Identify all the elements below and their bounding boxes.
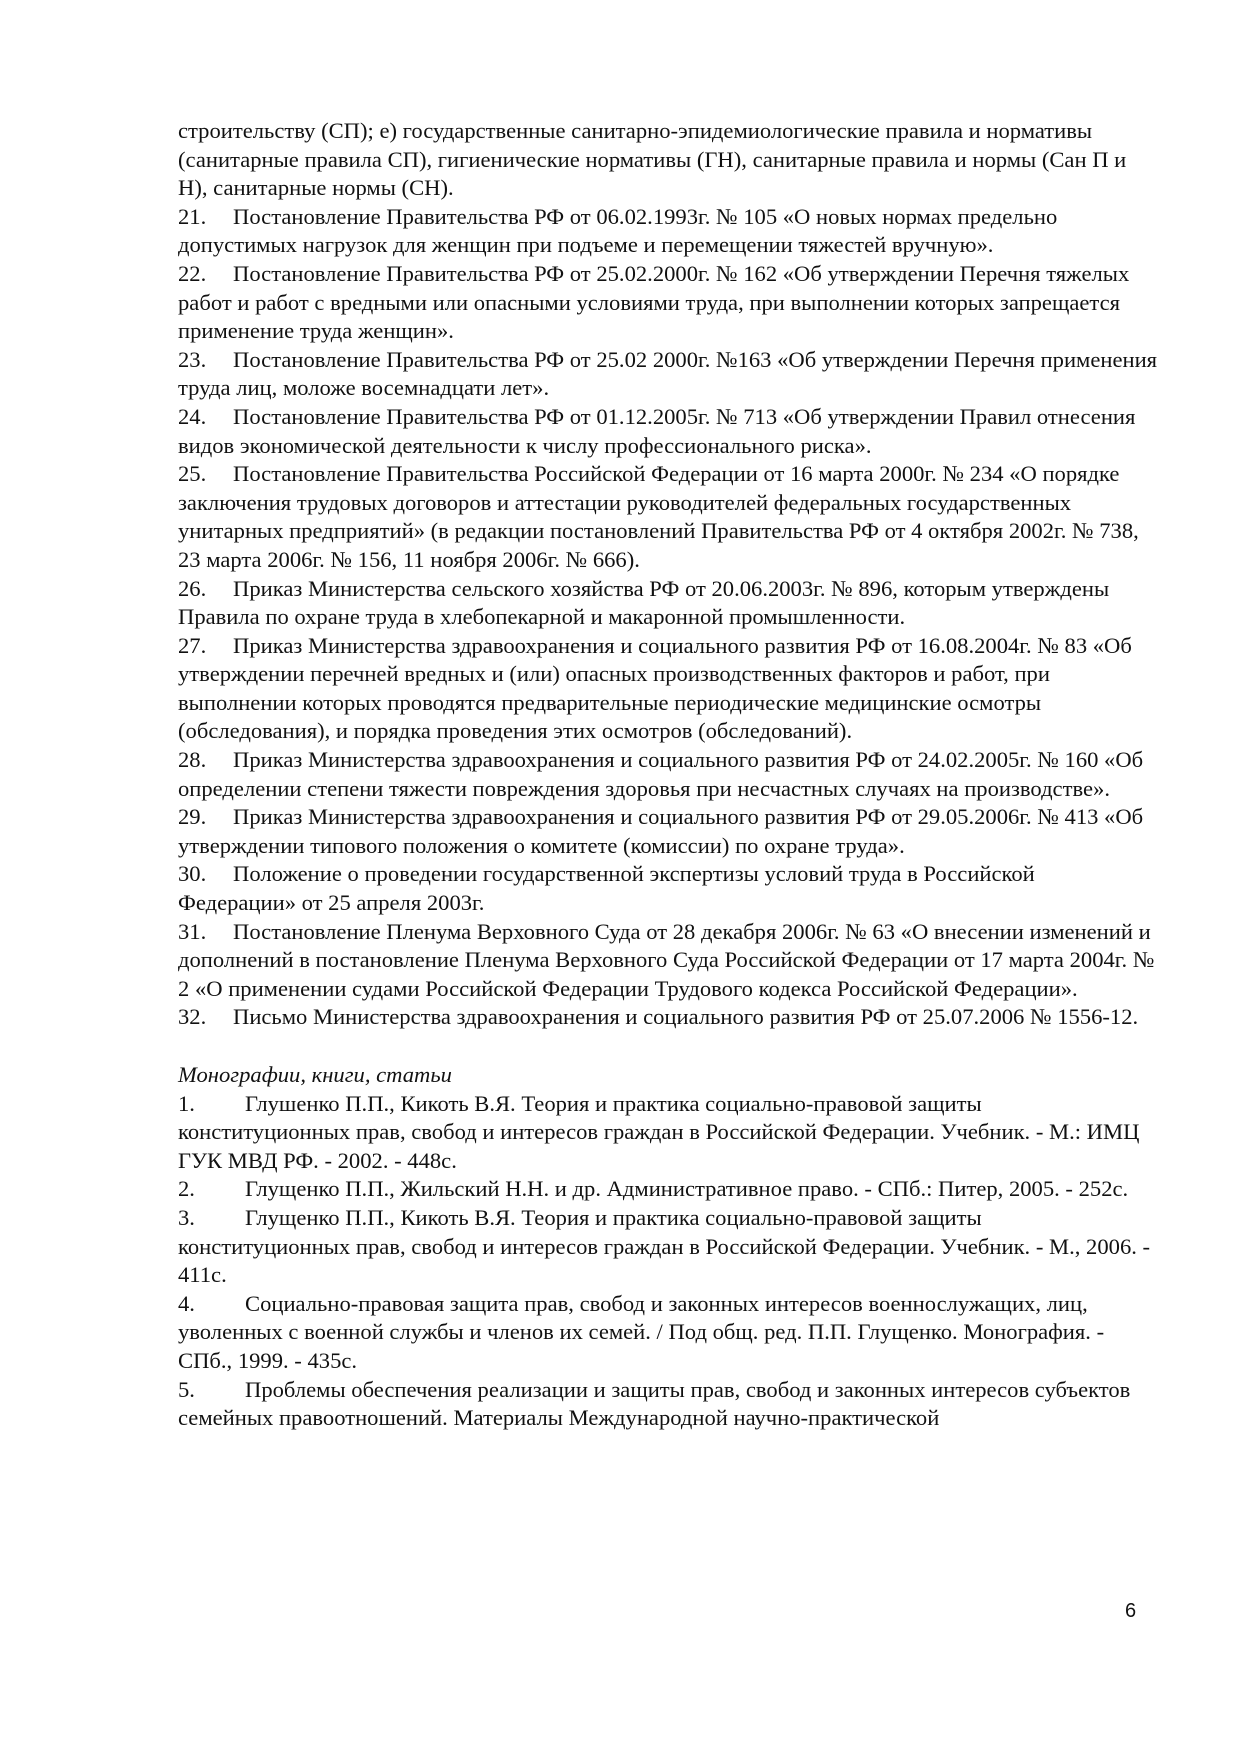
item-number: 26. bbox=[178, 575, 207, 601]
item-number: 30. bbox=[178, 861, 207, 887]
item-number: 27. bbox=[178, 632, 207, 658]
books-list bbox=[178, 1090, 1158, 1433]
intro-paragraph: строительству (СП); е) государственные санитарно-эпидемиологические правила и нормативы (санитарные правила СП), гигиенические нормативы (ГН), санитарные правила и нормы (Сан П и Н), санитарные нормы (СН). bbox=[178, 118, 1127, 201]
item-text: Постановление Правительства РФ от 25.02.2000г. № 162 «Об утверждении Перечня тяжелых работ и работ с вредными или опасными условиями труда, при выполнении которых запрещается применение труда женщин». bbox=[178, 260, 1130, 344]
item-text: Приказ Министерства сельского хозяйства РФ от 20.06.2003г. № 896, которым утверждены Правила по охране труда в хлебопекарной и макаронной промышленности. bbox=[178, 575, 1110, 630]
list-item bbox=[178, 575, 1158, 632]
list-item bbox=[178, 1290, 1158, 1376]
item-number: 5. bbox=[178, 1376, 195, 1402]
item-number: 24. bbox=[178, 403, 207, 429]
item-text: Глушенко П.П., Кикоть В.Я. Теория и практика социально-правовой защиты конституционных прав, свобод и интересов граждан в Российской Федерации. Учебник. - М.: ИМЦ ГУК МВД РФ. - 2002. - 448с. bbox=[178, 1090, 1140, 1173]
item-text: Глущенко П.П., Кикоть В.Я. Теория и практика социально-правовой защиты конституционных прав, свобод и интересов граждан в Российской Федерации. Учебник. - М., 2006. - 411с. bbox=[178, 1204, 1151, 1288]
item-number: 22. bbox=[178, 260, 207, 286]
page-content bbox=[178, 117, 1158, 1433]
list-item bbox=[178, 460, 1158, 574]
item-text: Положение о проведении государственной экспертизы условий труда в Российской Федерации» от 25 апреля 2003г. bbox=[178, 861, 1035, 916]
list-item bbox=[178, 1376, 1158, 1433]
list-item bbox=[178, 346, 1158, 403]
item-text: Постановление Пленума Верховного Суда от 28 декабря 2006г. № 63 «О внесении изменений и дополнений в постановление Пленума Верховного Суда Российской Федерации от 17 марта 2004г. № 2 «О применении судами Российской Федерации Трудового кодекса Российской Федерации». bbox=[178, 918, 1155, 1001]
list-item bbox=[178, 203, 1158, 260]
item-number: 23. bbox=[178, 346, 207, 372]
list-item bbox=[178, 746, 1158, 803]
list-item bbox=[178, 403, 1158, 460]
list-item bbox=[178, 1175, 1158, 1204]
list-item bbox=[178, 1090, 1158, 1176]
list-item bbox=[178, 1003, 1158, 1032]
item-number: 28. bbox=[178, 747, 207, 773]
item-number: 31. bbox=[178, 918, 207, 944]
section-heading: Монографии, книги, статьи bbox=[178, 1062, 452, 1087]
item-text: Социально-правовая защита прав, свобод и законных интересов военнослужащих, лиц, уволенных с военной службы и членов их семей. / Под общ. ред. П.П. Глущенко. Монография. - СПб., 1999. - 435с. bbox=[178, 1290, 1105, 1373]
list-item bbox=[178, 860, 1158, 917]
item-text: Постановление Правительства РФ от 06.02.1993г. № 105 «О новых нормах предельно допустимых нагрузок для женщин при подъеме и перемещении тяжестей вручную». bbox=[178, 203, 1058, 258]
list-item bbox=[178, 632, 1158, 746]
item-number: 29. bbox=[178, 804, 207, 830]
item-text: Проблемы обеспечения реализации и защиты прав, свобод и законных интересов субъектов семейных правоотношений. Материалы Международной научно-практической bbox=[178, 1376, 1131, 1431]
item-text: Постановление Правительства РФ от 01.12.2005г. № 713 «Об утверждении Правил отнесения видов экономической деятельности к числу профессионального риска». bbox=[178, 403, 1136, 458]
list-item bbox=[178, 260, 1158, 346]
item-text: Приказ Министерства здравоохранения и социального развития РФ от 16.08.2004г. № 83 «Об утверждении перечней вредных и (или) опасных производственных факторов и работ, при выполнении которых проводятся предварительные периодические медицинские осмотры (обследования), и порядка проведения этих осмотров (обследований). bbox=[178, 632, 1132, 744]
item-text: Приказ Министерства здравоохранения и социального развития РФ от 29.05.2006г. № 413 «Об утверждении типового положения о комитете (комиссии) по охране труда». bbox=[178, 804, 1144, 858]
item-text: Приказ Министерства здравоохранения и социального развития РФ от 24.02.2005г. № 160 «Об определении степени тяжести повреждения здоровья при несчастных случаях на производстве». bbox=[178, 747, 1144, 801]
item-text: Письмо Министерства здравоохранения и социального развития РФ от 25.07.2006 № 1556-12. bbox=[233, 1004, 1139, 1030]
item-number: 32. bbox=[178, 1004, 207, 1030]
item-text: Постановление Правительства РФ от 25.02 2000г. №163 «Об утверждении Перечня применения труда лиц, моложе восемнадцати лет». bbox=[178, 346, 1158, 401]
item-number: 2. bbox=[178, 1176, 195, 1202]
item-number: 4. bbox=[178, 1290, 195, 1316]
legal-acts-list bbox=[178, 203, 1158, 1032]
list-item bbox=[178, 803, 1158, 860]
list-item bbox=[178, 918, 1158, 1004]
list-item bbox=[178, 1204, 1158, 1290]
item-text: Постановление Правительства Российской Федерации от 16 марта 2000г. № 234 «О порядке заключения трудовых договоров и аттестации руководителей федеральных государственных унитарных предприятий» (в редакции постановлений Правительства РФ от 4 октября 2002г. № 738, 23 марта 2006г. № 156, 11 ноября 2006г. № 666). bbox=[178, 461, 1139, 572]
page-number: 6 bbox=[1125, 1600, 1137, 1622]
item-number: 3. bbox=[178, 1204, 195, 1230]
item-number: 25. bbox=[178, 461, 207, 487]
item-number: 1. bbox=[178, 1090, 195, 1116]
item-number: 21. bbox=[178, 203, 207, 229]
item-text: Глущенко П.П., Жильский Н.Н. и др. Административное право. - СПб.: Питер, 2005. - 252с. bbox=[245, 1176, 1129, 1202]
